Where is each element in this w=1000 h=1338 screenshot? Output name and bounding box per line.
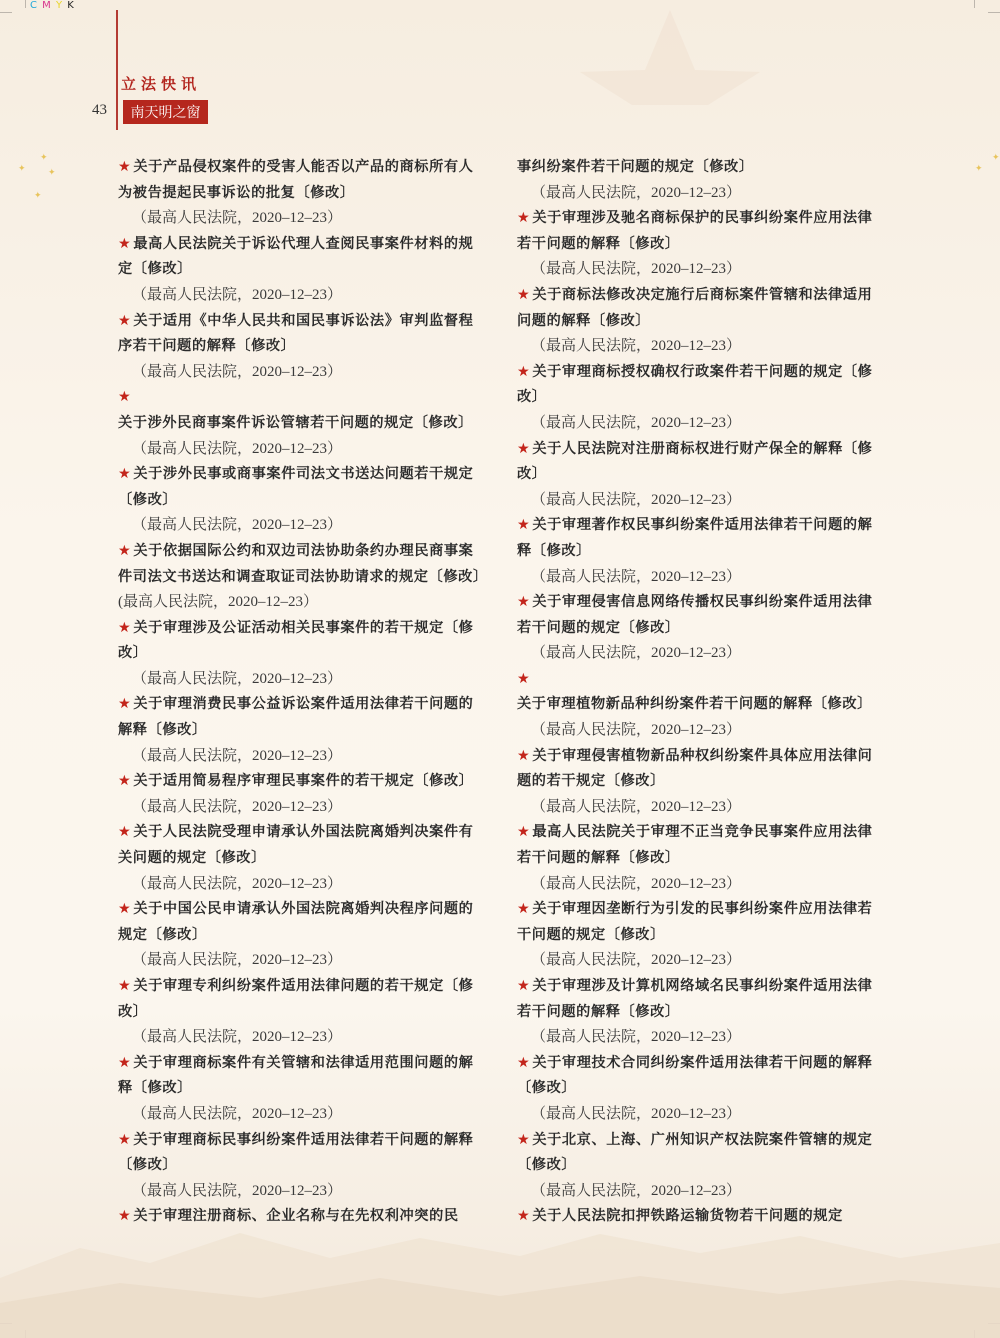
regulation-source: （最高人民法院，2020–12–23）	[132, 952, 343, 969]
regulation-title	[118, 820, 488, 871]
regulation-title	[517, 437, 887, 488]
regulation-item	[118, 692, 488, 769]
regulation-source: （最高人民法院，2020–12–23）	[531, 1105, 742, 1122]
column-badge: 南天明之窗	[123, 100, 208, 124]
regulation-title-text: 关于适用简易程序审理民事案件的若干规定〔修改〕	[133, 773, 474, 790]
regulation-title	[517, 820, 887, 871]
regulation-source: （最高人民法院，2020–12–23）	[531, 952, 742, 969]
regulation-title	[118, 309, 488, 360]
crop-mark	[974, 0, 975, 8]
star-bullet-icon: ★	[517, 1131, 531, 1148]
regulation-title-text: 关于适用《中华人民共和国民事诉讼法》审判监督程序若干问题的解释〔修改〕	[118, 312, 474, 355]
cmyk-y: Y	[56, 0, 64, 11]
regulation-source: （最高人民法院，2020–12–23）	[531, 645, 742, 662]
regulation-item	[118, 769, 488, 820]
regulation-source: （最高人民法院，2020–12–23）	[132, 286, 343, 303]
regulation-item	[118, 820, 488, 897]
regulation-item	[118, 1051, 488, 1128]
regulation-item	[118, 897, 488, 974]
crop-mark	[988, 12, 1000, 13]
star-bullet-icon: ★	[118, 901, 132, 918]
regulation-title	[118, 385, 488, 436]
regulation-title	[517, 360, 887, 411]
star-bullet-icon: ★	[118, 312, 132, 329]
regulation-title-text: 关于审理涉及计算机网络域名民事纠纷案件适用法律若干问题的解释〔修改〕	[517, 978, 873, 1020]
regulation-title	[118, 692, 488, 743]
regulation-title	[118, 897, 488, 948]
regulation-title	[517, 283, 887, 334]
star-decoration: ✦	[48, 168, 56, 178]
star-decoration: ✦	[992, 153, 1000, 163]
regulation-item	[517, 667, 887, 744]
regulation-title-text: 关于审理著作权民事纠纷案件适用法律若干问题的解释〔修改〕	[517, 517, 873, 559]
regulation-title	[118, 769, 488, 795]
regulation-source: （最高人民法院，2020–12–23）	[132, 440, 343, 457]
regulation-title	[118, 539, 488, 590]
regulation-title	[118, 1204, 488, 1230]
regulation-title-text: 关于审理商标案件有关管辖和法律适用范围问题的解释〔修改〕	[118, 1054, 474, 1097]
crop-mark	[25, 0, 26, 8]
regulation-title-text: 关于涉外民事或商事案件司法文书送达问题若干规定〔修改〕	[118, 466, 474, 508]
regulation-title	[118, 974, 488, 1025]
regulation-item	[517, 974, 887, 1051]
star-bullet-icon: ★	[118, 1208, 132, 1225]
regulation-source: （最高人民法院，2020–12–23）	[132, 517, 343, 534]
regulation-title-text: 关于人民法院受理申请承认外国法院离婚判决案件有关问题的规定〔修改〕	[118, 824, 474, 867]
star-bullet-icon: ★	[517, 1208, 531, 1225]
star-bullet-icon: ★	[517, 824, 531, 841]
regulation-title-text: 事纠纷案件若干问题的规定〔修改〕	[517, 159, 754, 175]
star-bullet-icon: ★	[118, 159, 132, 175]
star-decoration: ✦	[975, 164, 983, 174]
star-bullet-icon: ★	[517, 1054, 531, 1071]
regulation-title	[517, 590, 887, 641]
star-bullet-icon: ★	[517, 978, 531, 994]
regulation-title	[118, 232, 488, 283]
regulation-item	[517, 155, 887, 206]
page-number: 43	[92, 102, 107, 118]
star-bullet-icon: ★	[517, 286, 531, 303]
regulation-title-text: 关于审理注册商标、企业名称与在先权利冲突的民	[133, 1208, 459, 1225]
star-bullet-icon: ★	[118, 542, 132, 559]
regulation-title	[517, 897, 887, 948]
regulation-item	[517, 206, 887, 283]
regulation-item	[118, 616, 488, 693]
regulation-source: （最高人民法院，2020–12–23）	[531, 798, 742, 815]
regulation-item	[517, 744, 887, 821]
regulation-title-text: 关于审理商标民事纠纷案件适用法律若干问题的解释〔修改〕	[118, 1131, 474, 1174]
regulation-title	[118, 1051, 488, 1102]
regulation-title-text: 关于北京、上海、广州知识产权法院案件管辖的规定〔修改〕	[517, 1131, 873, 1174]
regulation-title-text: 关于产品侵权案件的受害人能否以产品的商标所有人为被告提起民事诉讼的批复〔修改〕	[118, 159, 474, 201]
regulation-title-text: 关于审理因垄断行为引发的民事纠纷案件应用法律若干问题的规定〔修改〕	[517, 901, 873, 943]
regulation-title	[118, 155, 488, 206]
regulation-source: （最高人民法院，2020–12–23）	[132, 210, 343, 227]
regulation-title-text: 关于审理技术合同纠纷案件适用法律若干问题的解释〔修改〕	[517, 1054, 873, 1097]
star-bullet-icon: ★	[517, 901, 531, 918]
regulation-source: （最高人民法院，2020–12–23）	[531, 875, 742, 892]
regulation-title	[517, 667, 887, 718]
regulation-source: （最高人民法院，2020–12–23）	[531, 722, 742, 739]
regulation-title	[517, 206, 887, 257]
regulation-item	[118, 974, 488, 1051]
regulation-title	[517, 155, 887, 181]
regulation-title-text: 关于商标法修改决定施行后商标案件管辖和法律适用问题的解释〔修改〕	[517, 286, 873, 329]
star-bullet-icon: ★	[517, 594, 531, 611]
regulation-item	[118, 309, 488, 386]
regulation-title-text: 关于审理涉及公证活动相关民事案件的若干规定〔修改〕	[118, 619, 474, 662]
regulation-source: （最高人民法院，2020–12–23）	[531, 491, 742, 508]
regulation-source: （最高人民法院，2020–12–23）	[531, 261, 742, 278]
regulation-source: （最高人民法院，2020–12–23）	[531, 568, 742, 585]
regulation-title	[517, 1204, 887, 1230]
regulation-title	[118, 1128, 488, 1179]
regulation-title	[517, 744, 887, 795]
regulation-item	[118, 539, 488, 616]
star-bullet-icon: ★	[517, 440, 531, 457]
star-bullet-icon: ★	[118, 696, 132, 713]
cmyk-c: C	[30, 0, 38, 11]
star-bullet-icon: ★	[517, 363, 531, 380]
regulation-source: （最高人民法院，2020–12–23）	[531, 1182, 742, 1199]
regulation-title-text: 最高人民法院关于审理不正当竞争民事案件应用法律若干问题的解释〔修改〕	[517, 824, 873, 867]
regulation-title	[517, 1128, 887, 1179]
star-bullet-icon: ★	[118, 619, 132, 636]
regulation-item	[517, 820, 887, 897]
regulation-source: （最高人民法院，2020–12–23）	[531, 338, 742, 355]
regulation-title-text: 关于人民法院对注册商标权进行财产保全的解释〔修改〕	[517, 440, 873, 483]
regulation-source: （最高人民法院，2020–12–23）	[132, 747, 343, 764]
regulation-item	[118, 462, 488, 539]
regulation-title-text: 关于依据国际公约和双边司法协助条约办理民商事案件司法文书送达和调查取证司法协助请求的规定〔修改〕	[118, 542, 488, 585]
regulation-item	[517, 513, 887, 590]
regulation-title	[118, 462, 488, 513]
star-bullet-icon: ★	[118, 1054, 132, 1071]
regulation-title	[517, 974, 887, 1025]
star-bullet-icon: ★	[517, 210, 531, 227]
left-column	[118, 155, 488, 1230]
regulation-source: (最高人民法院，2020–12–23）	[118, 594, 318, 611]
regulation-title-text: 关于涉外民商事案件诉讼管辖若干问题的规定〔修改〕	[118, 414, 473, 431]
star-decoration: ✦	[18, 164, 26, 174]
crop-mark	[0, 12, 12, 13]
regulation-title-text: 关于审理专利纠纷案件适用法律问题的若干规定〔修改〕	[118, 978, 474, 1020]
cmyk-color-bar	[30, 0, 75, 11]
regulation-item	[517, 1051, 887, 1128]
star-bullet-icon: ★	[118, 1131, 132, 1148]
star-bullet-icon: ★	[517, 517, 531, 534]
star-bullet-icon: ★	[118, 466, 132, 483]
regulation-title	[517, 513, 887, 564]
regulation-title	[517, 1051, 887, 1102]
regulation-title-text: 关于审理商标授权确权行政案件若干问题的规定〔修改〕	[517, 363, 873, 406]
star-decoration: ✦	[40, 153, 48, 163]
section-title: 立法快讯	[121, 75, 202, 93]
regulation-item	[517, 1128, 887, 1205]
regulation-source: （最高人民法院，2020–12–23）	[132, 1105, 343, 1122]
star-bullet-icon: ★	[118, 978, 132, 994]
cmyk-k: K	[67, 0, 75, 11]
regulation-title-text: 关于人民法院扣押铁路运输货物若干问题的规定	[532, 1208, 843, 1225]
regulation-item	[517, 360, 887, 437]
star-bullet-icon: ★	[118, 235, 132, 252]
regulation-item	[517, 1204, 887, 1230]
regulation-title-text: 关于审理侵害信息网络传播权民事纠纷案件适用法律若干问题的规定〔修改〕	[517, 594, 873, 636]
right-column	[517, 155, 887, 1230]
star-bullet-icon: ★	[517, 747, 531, 764]
regulation-item	[517, 897, 887, 974]
regulation-item	[517, 590, 887, 667]
regulation-source: （最高人民法院，2020–12–23）	[531, 184, 742, 201]
header-rule	[116, 10, 118, 130]
regulation-source: （最高人民法院，2020–12–23）	[531, 1029, 742, 1046]
star-bullet-icon: ★	[118, 773, 132, 790]
regulation-item	[118, 1128, 488, 1205]
star-bullet-icon: ★	[118, 389, 132, 406]
regulation-title-text: 关于审理侵害植物新品种权纠纷案件具体应用法律问题的若干规定〔修改〕	[517, 747, 873, 790]
star-bullet-icon: ★	[517, 670, 531, 687]
regulation-source: （最高人民法院，2020–12–23）	[132, 1029, 343, 1046]
regulation-item	[118, 1204, 488, 1230]
regulation-item	[118, 232, 488, 309]
star-bullet-icon: ★	[118, 824, 132, 841]
regulation-item	[517, 283, 887, 360]
regulation-source: （最高人民法院，2020–12–23）	[132, 875, 343, 892]
regulation-source: （最高人民法院，2020–12–23）	[132, 1182, 343, 1199]
regulation-item	[118, 155, 488, 232]
cmyk-m: M	[42, 0, 52, 11]
regulation-item	[118, 385, 488, 462]
regulation-title-text: 关于中国公民申请承认外国法院离婚判决程序问题的规定〔修改〕	[118, 901, 474, 943]
star-watermark-decoration	[560, 0, 780, 110]
regulation-title-text: 最高人民法院关于诉讼代理人查阅民事案件材料的规定〔修改〕	[118, 235, 474, 278]
regulation-title-text: 关于审理消费民事公益诉讼案件适用法律若干问题的解释〔修改〕	[118, 696, 474, 739]
regulation-source: （最高人民法院，2020–12–23）	[132, 670, 343, 687]
regulation-source: （最高人民法院，2020–12–23）	[132, 363, 343, 380]
regulation-title-text: 关于审理涉及驰名商标保护的民事纠纷案件应用法律若干问题的解释〔修改〕	[517, 210, 873, 252]
regulation-source: （最高人民法院，2020–12–23）	[132, 798, 343, 815]
regulation-source: （最高人民法院，2020–12–23）	[531, 414, 742, 431]
regulation-title-text: 关于审理植物新品种纠纷案件若干问题的解释〔修改〕	[517, 696, 872, 713]
regulation-title	[118, 616, 488, 667]
star-decoration: ✦	[34, 191, 42, 201]
regulation-item	[517, 437, 887, 514]
